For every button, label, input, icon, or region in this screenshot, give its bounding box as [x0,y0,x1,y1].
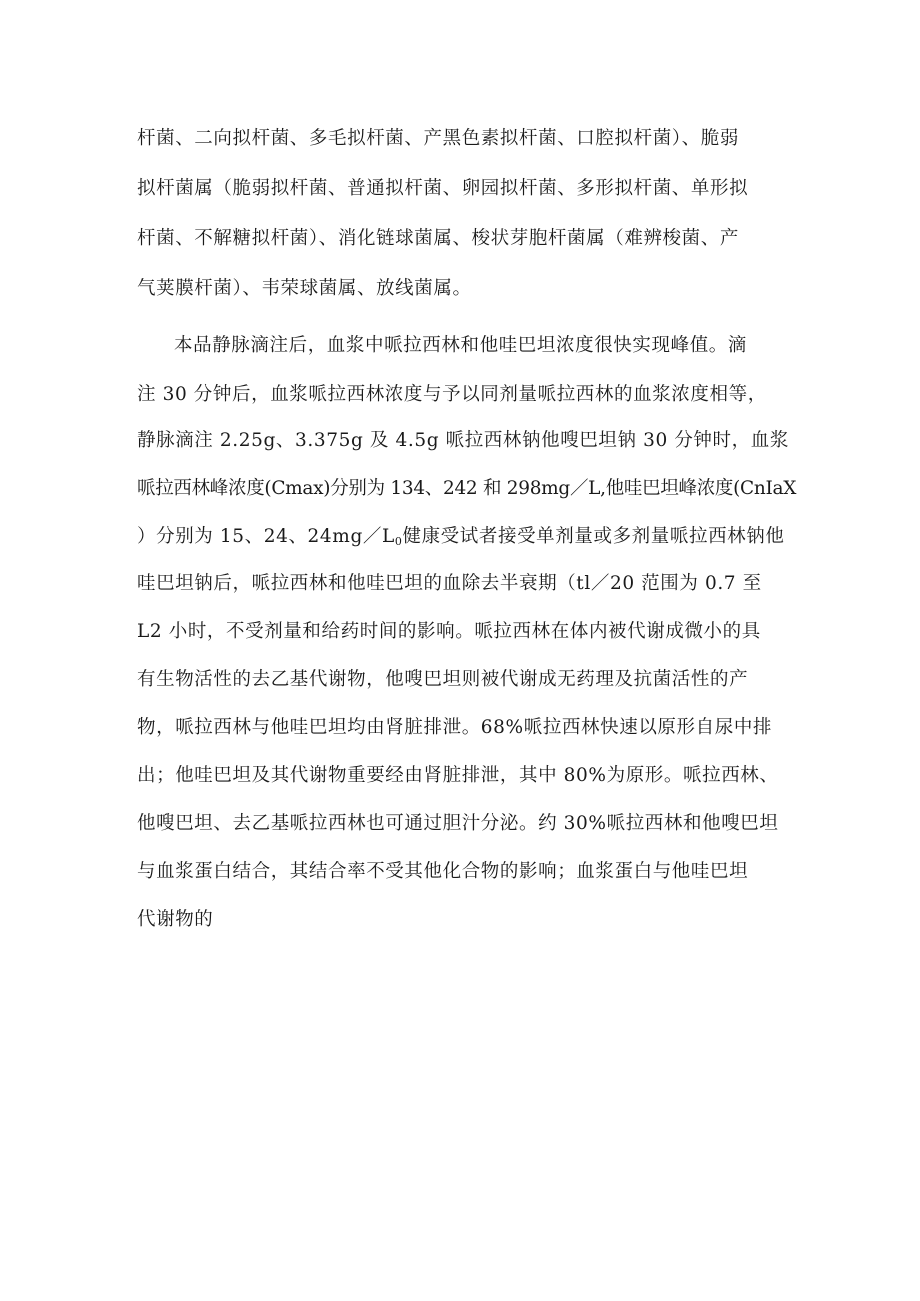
paragraph-2-line-9: 物，哌拉西林与他哇巴坦均由肾脏排泄。68%哌拉西林快速以原形自尿中排 [137,717,773,738]
paragraph-2-line-6: 哇巴坦钠后，哌拉西林和他哇巴坦的血除去半衰期（tl／20 范围为 0.7 至 [137,573,762,594]
paragraph-2-line-2: 注 30 分钟后，血浆哌拉西林浓度与予以同剂量哌拉西林的血浆浓度相等， [137,384,767,405]
paragraph-2-line-5-start: ）分别为 15、24、24mg／L [137,526,395,547]
paragraph-1-line-3: 杆菌、不解糖拟杆菌）、消化链球菌属、梭状芽胞杆菌属（难辨梭菌、产 [137,228,739,249]
paragraph-2-line-1: 本品静脉滴注后，血浆中哌拉西林和他哇巴坦浓度很快实现峰值。滴 [174,335,748,356]
paragraph-2-line-13: 代谢物的 [137,909,214,930]
paragraph-2-line-5 [137,524,785,550]
paragraph-2-line-5-tail: 健康受试者接受单剂量或多剂量哌拉西林钠他 [402,526,785,547]
paragraph-2-line-7: L2 小时，不受剂量和给药时间的影响。哌拉西林在体内被代谢成微小的具 [137,621,761,642]
paragraph-1-line-2: 拟杆菌属（脆弱拟杆菌、普通拟杆菌、卵园拟杆菌、多形拟杆菌、单形拟 [137,178,749,199]
paragraph-2-line-10: 出；他哇巴坦及其代谢物重要经由肾脏排泄，其中 80%为原形。哌拉西林、 [137,765,779,786]
subscript-zero: 0 [394,535,403,548]
paragraph-2-line-3: 静脉滴注 2.25g、3.375g 及 4.5g 哌拉西林钠他嗖巴坦钠 30 分钟时，血浆 [137,430,789,451]
paragraph-2-line-4: 哌拉西林峰浓度(Cmax)分别为 134、242 和 298mg／L,他哇巴坦峰浓度(CnIaX [137,478,797,499]
paragraph-2-line-8: 有生物活性的去乙基代谢物，他嗖巴坦则被代谢成无药理及抗菌活性的产 [137,669,749,690]
paragraph-1-line-1: 杆菌、二向拟杆菌、多毛拟杆菌、产黑色素拟杆菌、口腔拟杆菌）、脆弱 [137,128,739,149]
paragraph-1-line-4: 气荚膜杆菌）、韦荣球菌属、放线菌属。 [137,278,472,299]
paragraph-2-line-12: 与血浆蛋白结合，其结合率不受其他化合物的影响；血浆蛋白与他哇巴坦 [137,861,749,882]
paragraph-2-line-11: 他嗖巴坦、去乙基哌拉西林也可通过胆汁分泌。约 30%哌拉西林和他嗖巴坦 [137,813,779,834]
